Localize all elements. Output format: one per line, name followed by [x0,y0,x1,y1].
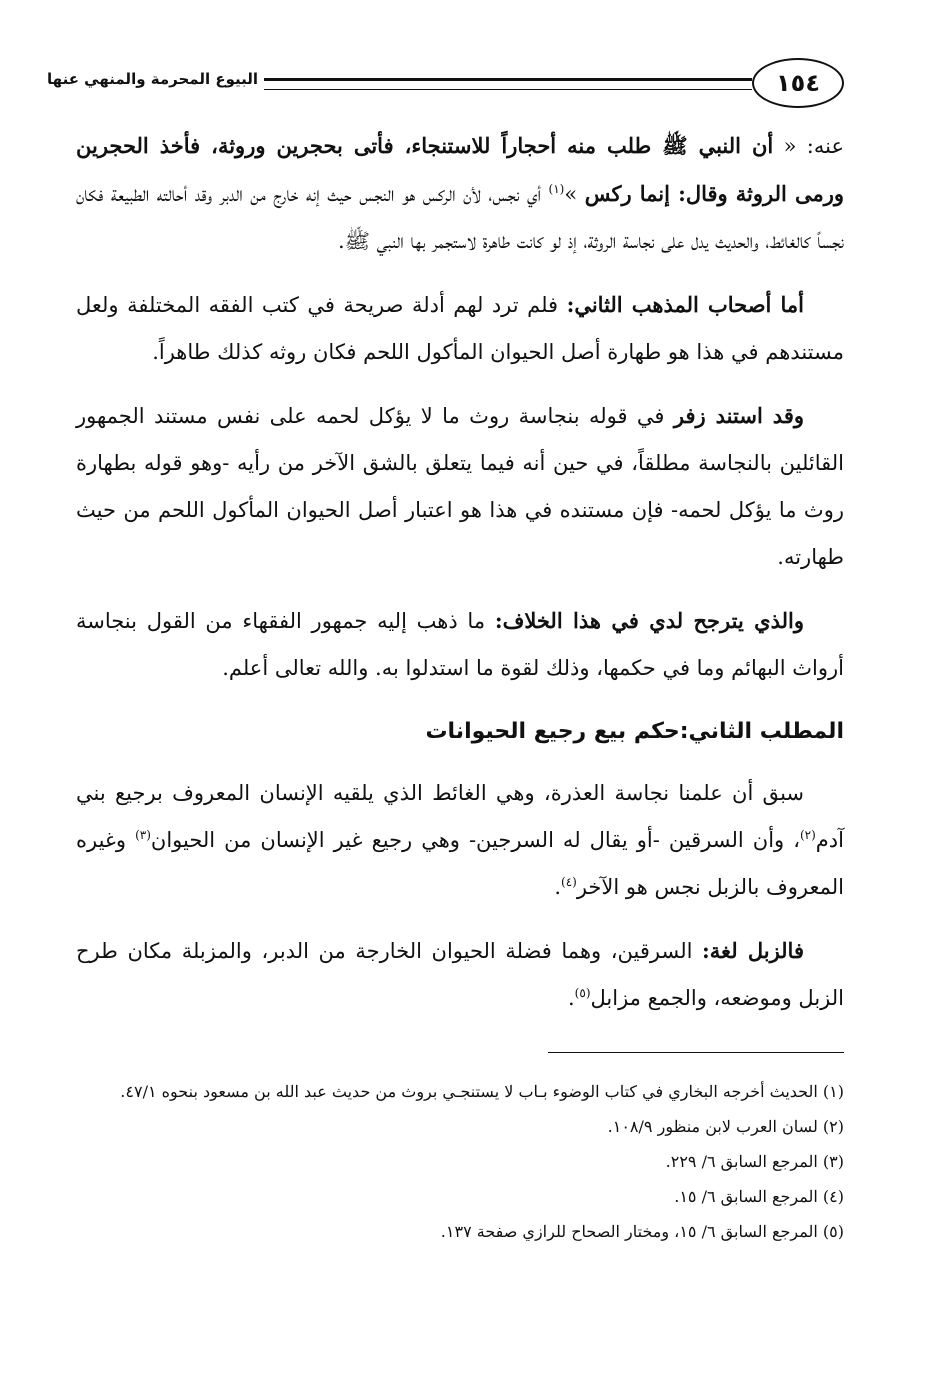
page-number-badge [752,58,844,108]
paragraph-lead: فالزبل لغة: [702,938,804,963]
paragraph-5 [76,770,844,911]
paragraph-text: ، وأن السرقين -أو يقال له السرجين- وهي رجيع غير الإنسان من الحيوان [150,828,800,852]
paragraph-1 [76,122,844,265]
footnote-1: (١) الحديث أخرجه البخاري في كتاب الوضوء بـاب لا يستنجـي بروث من حديث عبد الله بن مسعود بنحوه ٤٧/١. [120,1082,844,1101]
paragraph-text: في قوله بنجاسة روث ما لا يؤكل لحمه على نفس مستند الجمهور القائلين بالنجاسة مطلقاً، في حين أنه فيما يتعلق بالشق الآخر من رأيه -وهو قوله بطهارة روث ما يؤكل لحمه- فإن مستنده في هذا هو اعتبار أصل الحيوان المأكول اللحم من حيث طهارته. [76,404,844,569]
paragraph-text: فلم ترد لهم أدلة صريحة في كتب الفقه المختلفة ولعل مستندهم في هذا هو طهارة أصل الحيوان المأكول اللحم فكان روثه كذلك طاهراً. [76,293,844,364]
footnote-ref-2[interactable]: (٢) [799,828,816,842]
paragraph-3 [76,392,844,581]
paragraph-lead: أما أصحاب المذهب الثاني: [566,292,804,317]
main-text [76,122,844,1038]
footnote-3: (٣) المرجع السابق ٦/ ٢٢٩. [665,1152,844,1171]
paragraph-text: » [564,182,585,206]
paragraph-text: السرقين، وهما فضلة الحيوان الخارجة من الدبر، والمزبلة مكان طرح الزبل وموضعه، والجمع مزابل [76,939,844,1010]
paragraph-4 [76,597,844,692]
footnote-ref-1[interactable]: (١) [548,182,565,196]
paragraph-text: . [554,875,562,899]
paragraph-text: سبق أن علمنا نجاسة العذرة، وهي الغائط الذي يلقيه الإنسان المعروف برجيع بني آدم [76,781,844,852]
paragraph-2 [76,281,844,376]
paragraph-text: . [567,986,575,1010]
footnotes [76,1074,844,1249]
paragraph-text: ما ذهب إليه جمهور الفقهاء من القول بنجاسة أرواث البهائم وما في حكمها، وذلك لقوة ما استدلوا به. والله تعالى أعلم. [76,609,844,680]
page-number: ١٥٤ [776,69,820,97]
page-header [47,58,844,114]
paragraph-text: وغيره المعروف بالزبل نجس هو الآخر [76,828,844,899]
footnote-5: (٥) المرجع السابق ٦/ ١٥، ومختار الصحاح للرازي صفحة ١٣٧. [440,1222,844,1241]
footnote-ref-3[interactable]: (٣) [135,828,151,842]
footnote-ref-4[interactable]: (٤) [561,875,577,889]
paragraph-text: عنه: « [773,134,844,158]
paragraph-6 [76,927,844,1022]
footnote-separator [548,1052,844,1053]
section-heading: المطلب الثاني:حكم بيع رجيع الحيوانات [425,719,844,744]
header-rule [264,78,752,90]
footnote-2: (٢) لسان العرب لابن منظور ١٠٨/٩. [607,1117,844,1136]
paragraph-lead: والذي يترجح لدي في هذا الخلاف: [494,608,804,633]
footnote-4: (٤) المرجع السابق ٦/ ١٥. [674,1187,844,1206]
running-title: البيوع المحرمة والمنهي عنها [47,70,258,88]
hadith-quote: أن النبي ﷺ طلب منه أحجاراً للاستنجاء، فأتى بحجرين وروثة، فأخذ الحجرين ورمى الروثة وقال: إنما ركس [76,133,844,206]
footnote-ref-5[interactable]: (٥) [574,986,591,1000]
paragraph-lead: وقد استند زفر [673,403,805,428]
paragraph-text: أي نجس، لأن الركس هو النجس حيث إنه خارج من الدبر وقد أحالته الطبيعة فكان نجساً كالغائط، والحديث يدل على نجاسة الروثة، إذ لو كانت طاهرة لاستجمر بها النبي ﷺ. [76,182,844,253]
